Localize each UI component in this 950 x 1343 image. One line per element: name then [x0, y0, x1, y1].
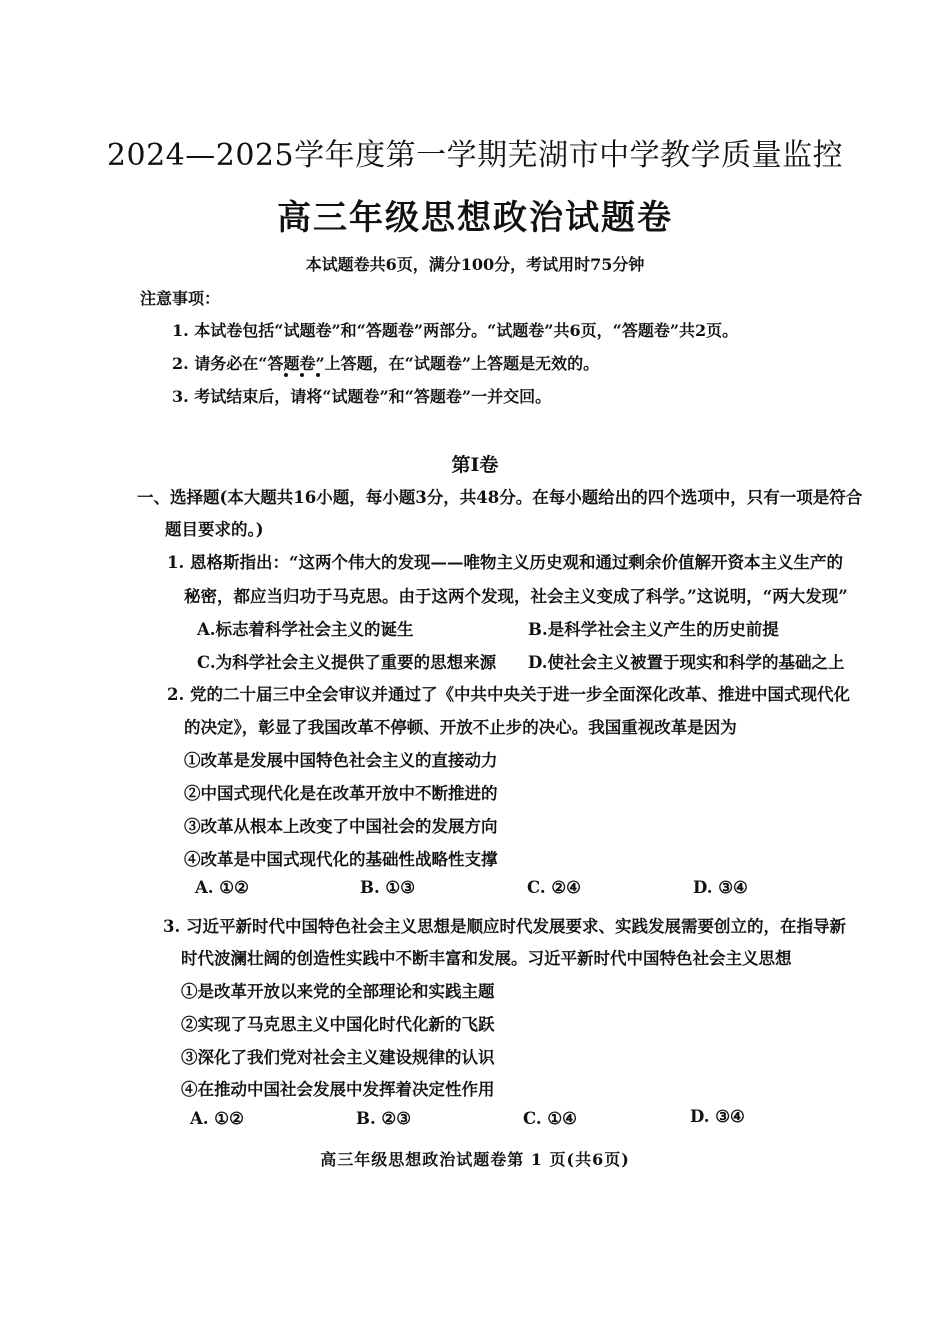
q3-option-d: D. ③④	[690, 1107, 745, 1126]
q2-stem-line2: 的决定》，彰显了我国改革不停顿、开放不止步的决心。我国重视改革是因为	[184, 718, 737, 737]
q1-option-a: A.标志着科学社会主义的诞生	[197, 620, 414, 639]
q3-statement-4: ④在推动中国社会发展中发挥着决定性作用	[181, 1080, 495, 1099]
q3-statement-3: ③深化了我们党对社会主义建设规律的认识	[181, 1048, 495, 1067]
emphasis-dot	[284, 373, 288, 377]
q1-option-c: C.为科学社会主义提供了重要的思想来源	[197, 653, 497, 672]
q2-option-b: B. ①③	[360, 878, 416, 897]
notice-item-3: 3. 考试结束后，请将“试题卷”和“答题卷”一并交回。	[172, 387, 552, 406]
exam-info: 本试题卷共6页，满分100分，考试用时75分钟	[305, 255, 645, 274]
q2-statement-3: ③改革从根本上改变了中国社会的发展方向	[184, 817, 498, 836]
q3-stem-line2: 时代波澜壮阔的创造性实践中不断丰富和发展。习近平新时代中国特色社会主义思想	[181, 949, 792, 968]
notice-heading: 注意事项：	[140, 289, 221, 308]
q2-option-a: A. ①②	[195, 878, 249, 897]
q3-option-c: C. ①④	[523, 1109, 577, 1128]
q3-stem-line1: 3. 习近平新时代中国特色社会主义思想是顺应时代发展要求、实践发展需要创立的，在指导新	[163, 917, 846, 936]
emphasis-dot	[316, 373, 320, 377]
q2-statement-2: ②中国式现代化是在改革开放中不断推进的	[184, 784, 498, 803]
q1-stem-line1: 1. 恩格斯指出：“这两个伟大的发现——唯物主义历史观和通过剩余价值解开资本主义生产的	[167, 553, 843, 572]
q2-statement-1: ①改革是发展中国特色社会主义的直接动力	[184, 751, 498, 770]
notice-item-2	[172, 351, 599, 374]
q1-option-d: D.使社会主义被置于现实和科学的基础之上	[528, 653, 845, 672]
q1-option-b: B.是科学社会主义产生的历史前提	[528, 620, 779, 639]
q3-option-b: B. ②③	[356, 1109, 412, 1128]
q1-stem-line2: 秘密，都应当归功于马克思。由于这两个发现，社会主义变成了科学。”这说明，“两大发现”	[184, 587, 848, 606]
exam-subtitle: 高三年级思想政治试题卷	[277, 198, 673, 238]
q3-option-a: A. ①②	[190, 1109, 244, 1128]
notice-item-2-text: 2. 请务必在“答题卷”上答题，在“试题卷”上答题是无效的。	[172, 354, 600, 373]
section-title: 第Ⅰ卷	[451, 454, 499, 476]
q3-statement-2: ②实现了马克思主义中国化时代化新的飞跃	[181, 1015, 495, 1034]
emphasis-dot	[300, 373, 304, 377]
q2-statement-4: ④改革是中国式现代化的基础性战略性支撑	[184, 850, 498, 869]
q2-option-c: C. ②④	[527, 878, 581, 897]
notice-item-1: 1. 本试卷包括“试题卷”和“答题卷”两部分。“试题卷”共6页，“答题卷”共2页。	[172, 321, 739, 340]
q3-statement-1: ①是改革开放以来党的全部理论和实践主题	[181, 982, 495, 1001]
part-instruction-line2: 题目要求的。)	[165, 520, 264, 539]
emphasis-dots	[280, 371, 340, 377]
q2-option-d: D. ③④	[693, 878, 748, 897]
page-footer: 高三年级思想政治试题卷第 1 页(共6页)	[320, 1150, 630, 1169]
exam-title: 2024—2025学年度第一学期芜湖市中学教学质量监控	[106, 138, 844, 173]
part-instruction-line1: 一、选择题(本大题共16小题，每小题3分，共48分。在每小题给出的四个选项中，只有一项是符合	[137, 488, 863, 507]
q2-stem-line1: 2. 党的二十届三中全会审议并通过了《中共中央关于进一步全面深化改革、推进中国式现代化	[167, 685, 850, 704]
